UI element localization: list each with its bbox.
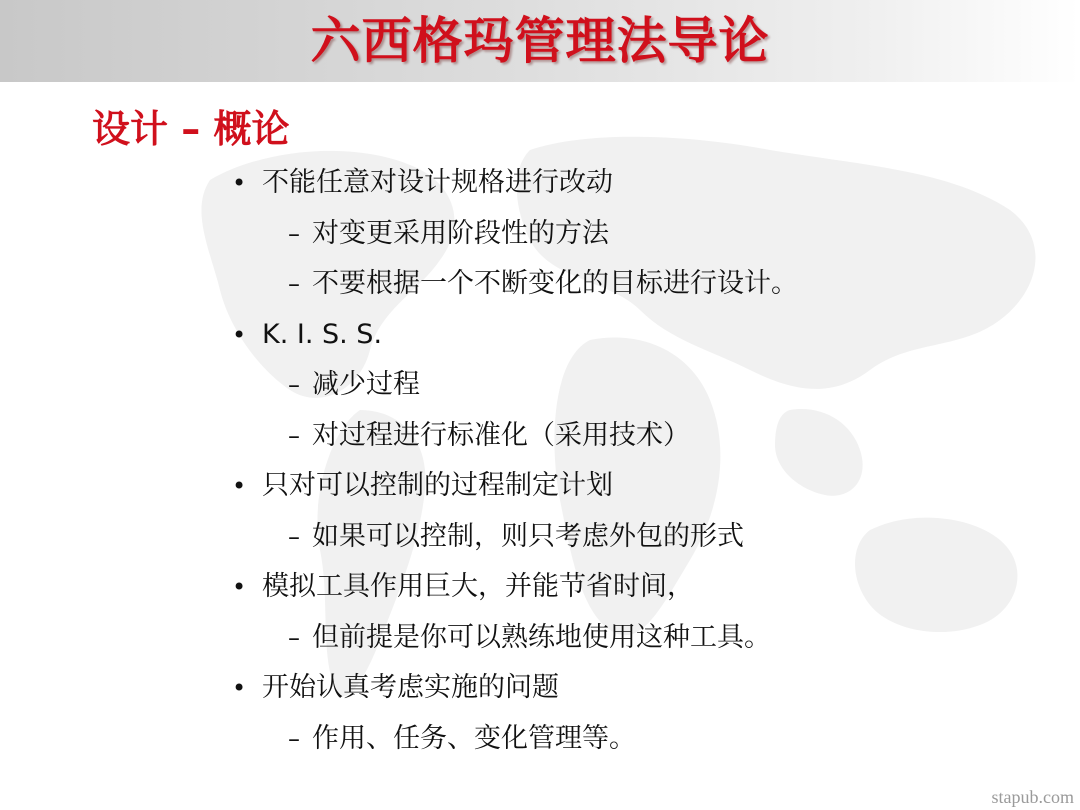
sub-bullet-text: 对变更采用阶段性的方法 (312, 217, 609, 249)
bullet-marker: • (232, 320, 247, 349)
bullet-text: 只对可以控制的过程制定计划 (262, 470, 613, 501)
bullet-marker: • (232, 674, 247, 702)
bullet-text: K. I. S. S. (262, 318, 383, 350)
sub-bullet-marker: – (288, 724, 300, 753)
bullet-marker: • (232, 472, 247, 500)
sub-bullet-text: 作用、任务、变化管理等。 (312, 722, 636, 754)
sub-bullet-text: 但前提是你可以熟练地使用这种工具。 (312, 621, 771, 653)
bullet-marker: • (232, 169, 247, 197)
bullet-text: 开始认真考虑实施的问题 (262, 672, 559, 703)
slide-title: 六西格玛管理法导论 (310, 12, 770, 70)
sub-bullet-marker: – (288, 371, 300, 399)
bullet-marker: • (232, 573, 247, 601)
sub-bullet-marker: – (288, 421, 300, 450)
bullet-text: 模拟工具作用巨大，并能节省时间， (262, 571, 694, 602)
bullet-item (232, 315, 382, 355)
sub-bullet-marker: – (288, 219, 300, 248)
sub-bullet-marker: – (288, 522, 300, 551)
bullet-item (232, 567, 694, 607)
sub-bullet-item (288, 618, 771, 658)
sub-bullet-marker: – (288, 270, 300, 298)
sub-bullet-text: 如果可以控制，则只考虑外包的形式 (312, 520, 744, 552)
sub-bullet-item (288, 719, 636, 759)
sub-bullet-text: 对过程进行标准化（采用技术） (312, 419, 690, 451)
sub-bullet-text: 不要根据一个不断变化的目标进行设计。 (312, 268, 798, 299)
sub-bullet-item (288, 264, 798, 304)
bullet-item (232, 668, 559, 708)
sub-bullet-item (288, 517, 744, 557)
bullet-item (232, 466, 613, 506)
site-watermark: stapub.com (991, 787, 1074, 807)
sub-bullet-item (288, 416, 690, 456)
sub-bullet-marker: – (288, 623, 300, 652)
sub-bullet-item (288, 214, 609, 254)
bullet-item (232, 163, 613, 203)
sub-bullet-item (288, 365, 420, 405)
sub-bullet-text: 减少过程 (312, 369, 420, 400)
section-heading: 设计 – 概论 (92, 107, 290, 151)
bullet-text: 不能任意对设计规格进行改动 (262, 167, 613, 198)
